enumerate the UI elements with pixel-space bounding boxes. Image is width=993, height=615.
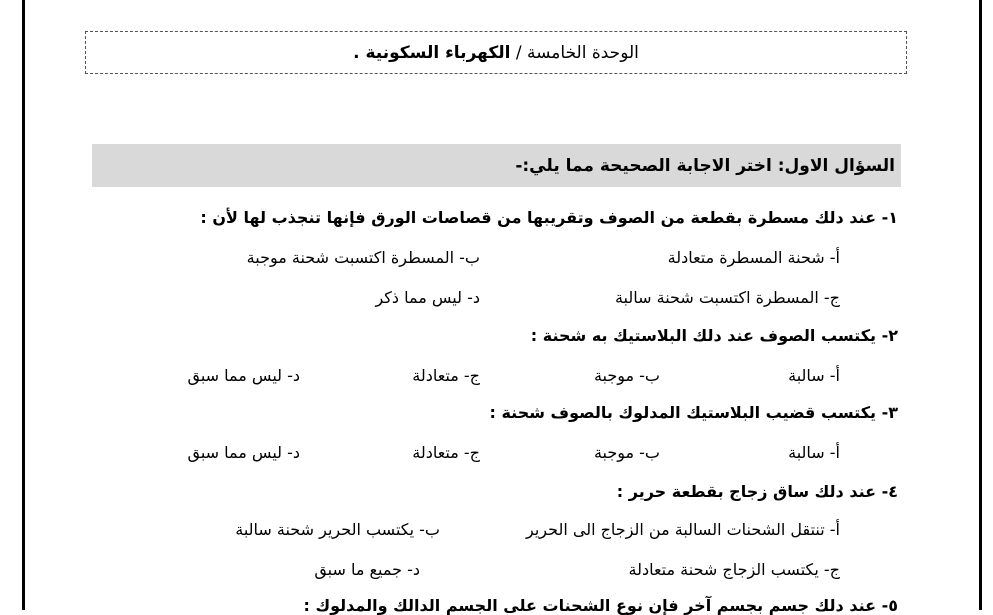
question-4: ٤- عند دلك ساق زجاج بقطعة حرير : [616, 482, 898, 501]
q2-option-b: ب- موجبة [593, 366, 660, 385]
q1-option-c: ج- المسطرة اكتسبت شحنة سالبة [614, 288, 840, 307]
q3-option-d: د- ليس مما سبق [187, 443, 300, 462]
q3-option-b: ب- موجبة [593, 443, 660, 462]
q2-option-c: ج- متعادلة [412, 366, 480, 385]
unit-title: الكهرباء السكونية . [353, 42, 511, 63]
question-2: ٢- يكتسب الصوف عند دلك البلاستيك به شحنة : [530, 326, 898, 345]
q3-option-c: ج- متعادلة [412, 443, 480, 462]
q4-option-c: ج- يكتسب الزجاج شحنة متعادلة [628, 560, 840, 579]
q1-option-b: ب- المسطرة اكتسبت شحنة موجبة [246, 248, 480, 267]
page-border-left [22, 0, 25, 610]
unit-title-box [85, 31, 907, 74]
q4-option-d: د- جميع ما سبق [314, 560, 420, 579]
question-5: ٥- عند دلك جسم بجسم آخر فإن نوع الشحنات على الجسم الدالك والمدلوك : [303, 596, 898, 615]
q3-option-a: أ- سالبة [788, 443, 840, 462]
unit-label: الوحدة الخامسة / [515, 42, 639, 63]
page-border-right [979, 0, 982, 610]
q1-option-a: أ- شحنة المسطرة متعادلة [667, 248, 840, 267]
q4-option-a: أ- تنتقل الشحنات السالبة من الزجاج الى الحرير [526, 520, 840, 539]
question-3: ٣- يكتسب قضيب البلاستيك المدلوك بالصوف شحنة : [489, 403, 898, 422]
q1-option-d: د- ليس مما ذكر [375, 288, 480, 307]
q4-option-b: ب- يكتسب الحرير شحنة سالبة [235, 520, 440, 539]
q2-option-a: أ- سالبة [788, 366, 840, 385]
q2-option-d: د- ليس مما سبق [187, 366, 300, 385]
section-header: السؤال الاول: اختر الاجابة الصحيحة مما يلي:- [92, 144, 901, 187]
question-1: ١- عند دلك مسطرة بقطعة من الصوف وتقريبها من قصاصات الورق فإنها تنجذب لها لأن : [200, 208, 898, 227]
